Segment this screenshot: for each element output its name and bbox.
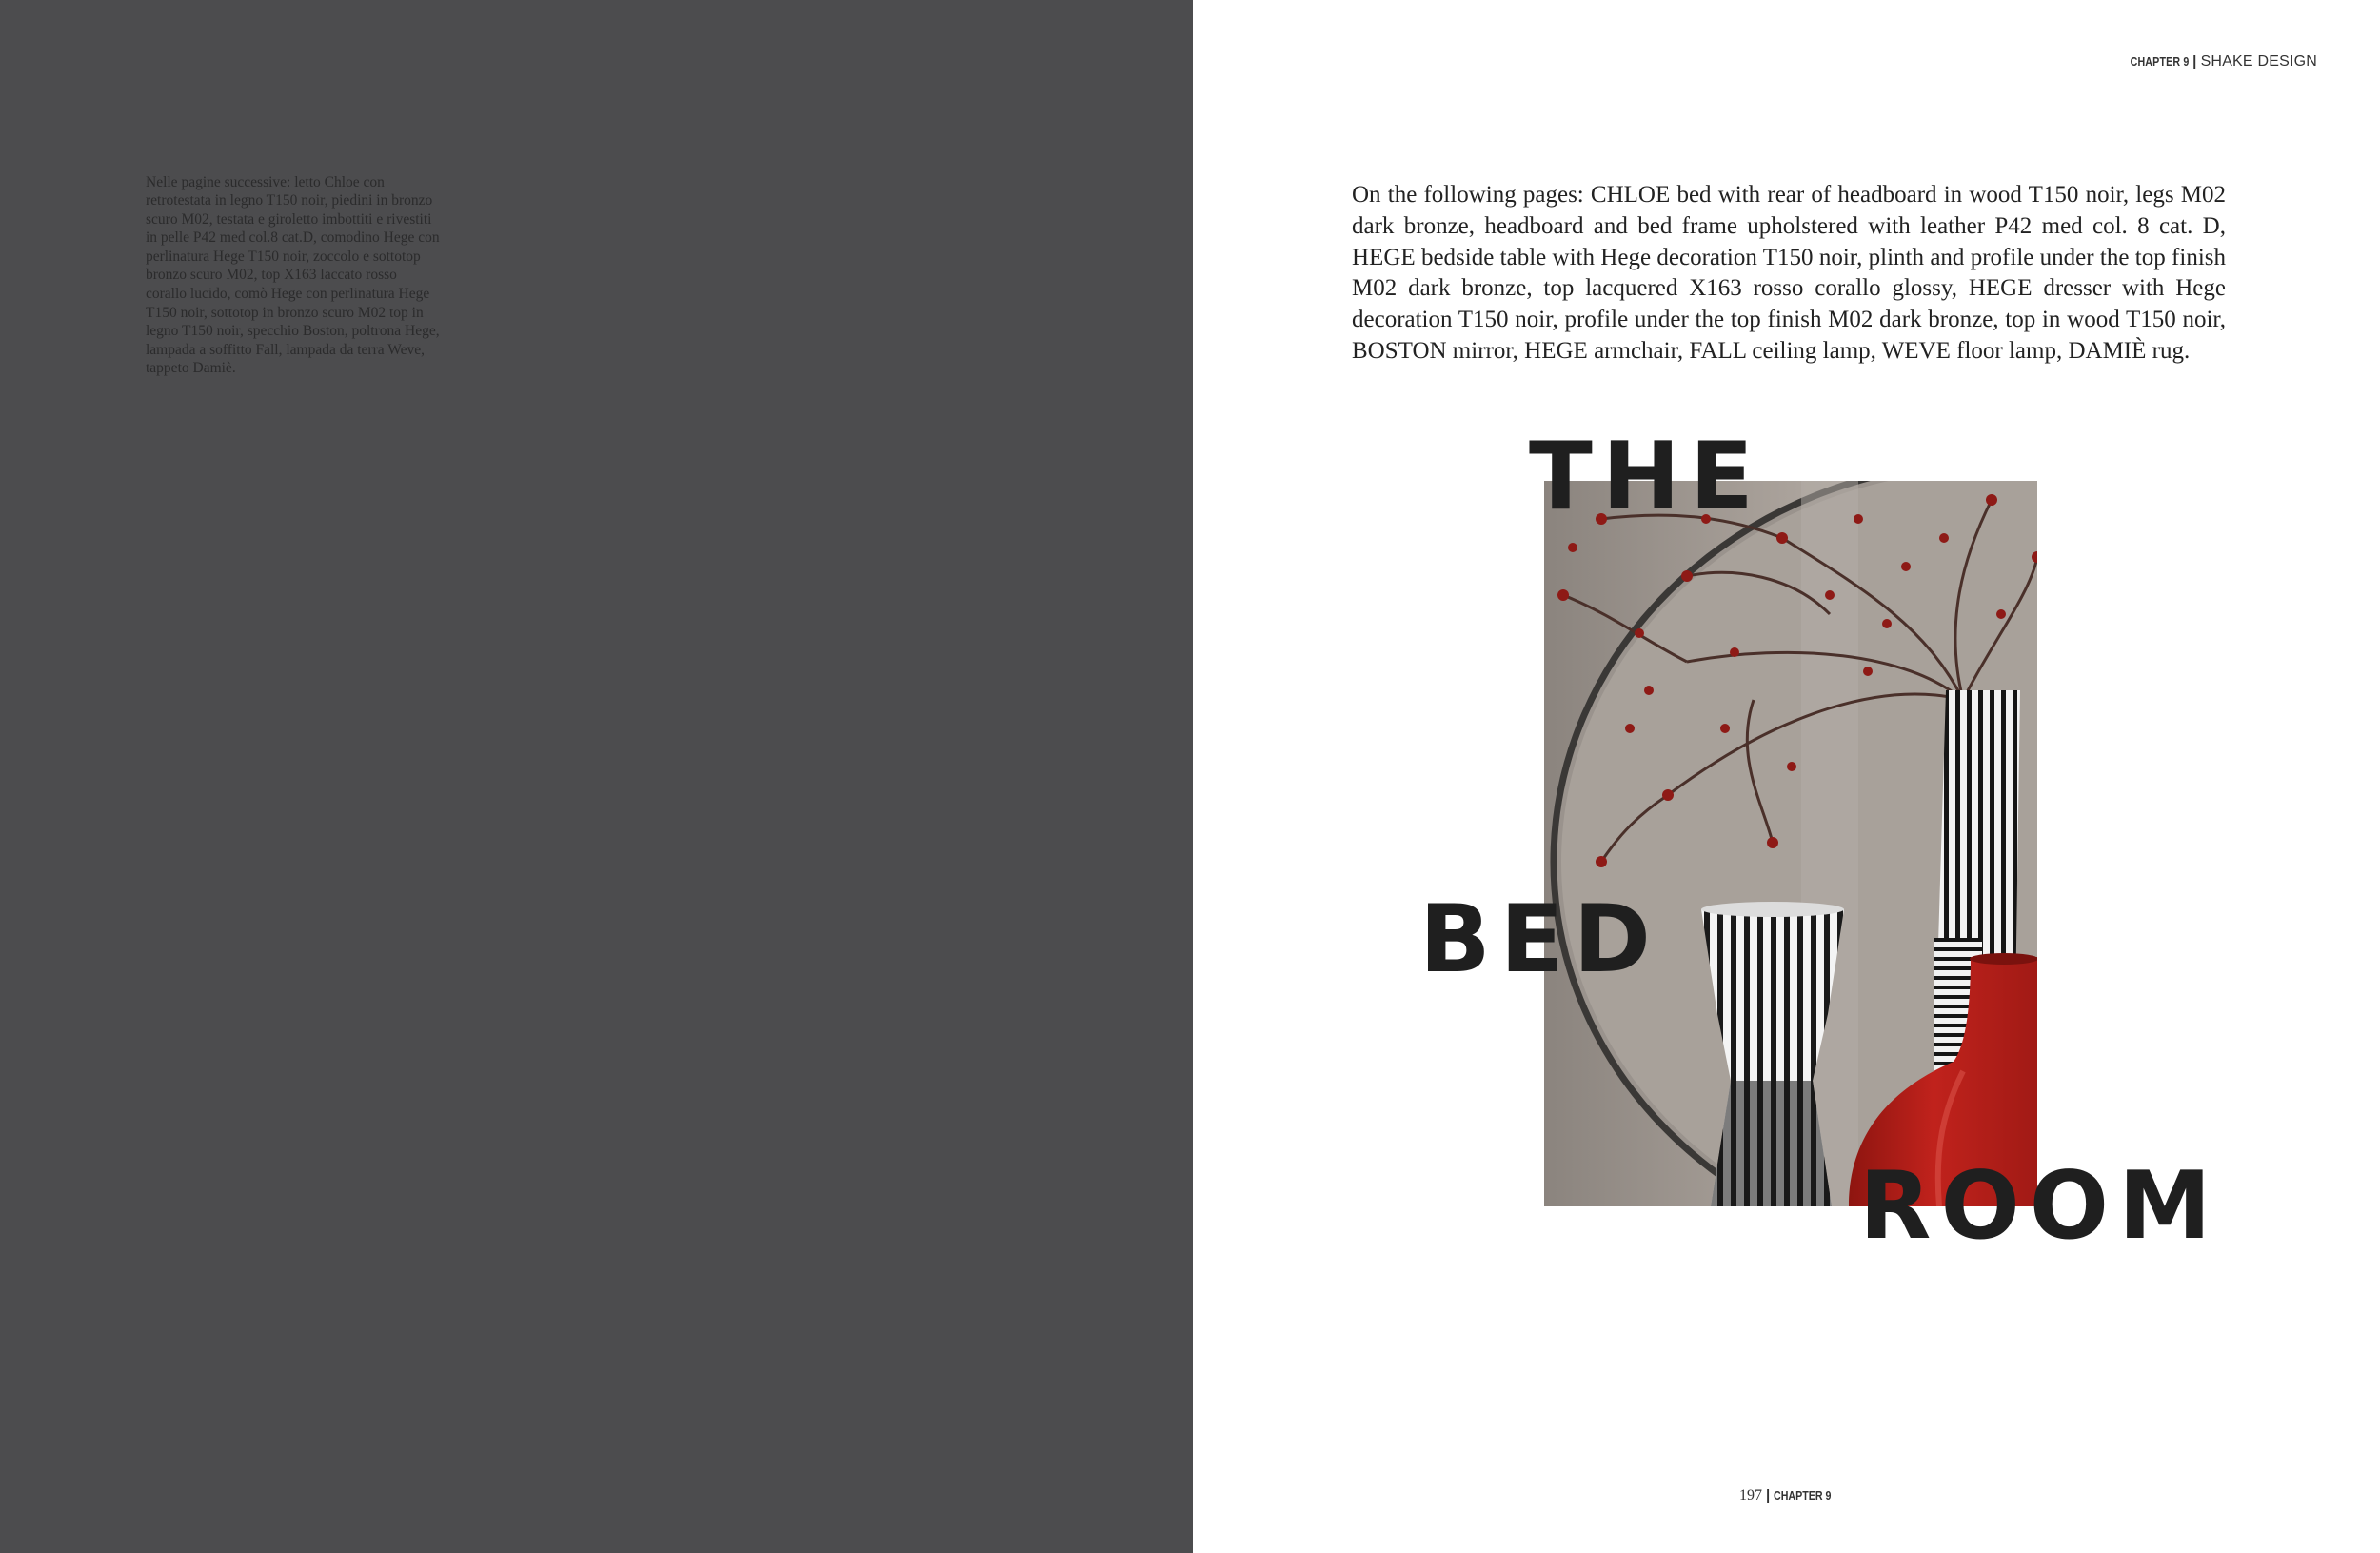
headline-the: THE xyxy=(1529,423,1763,531)
page-number: 197 xyxy=(1739,1487,1762,1503)
vases-illustration xyxy=(1544,481,2037,1206)
headline-room: ROOM xyxy=(1859,1152,2221,1261)
header-chapter: CHAPTER 9 xyxy=(2130,54,2190,69)
footer-chapter: CHAPTER 9 xyxy=(1774,1488,1832,1503)
vases-photo xyxy=(1544,481,2037,1206)
italian-caption: Nelle pagine successive: letto Chloe con retrotestata in legno T150 noir, piedini in bronzo scuro M02, testata e giroletto imbottiti e rivestiti in pelle P42 med col.8 cat.D, comodino Hege con perlinatura Hege T150 noir, zoccolo e sottotop bronzo scuro M02, top X163 laccato rosso corallo lucido, comò Hege con perlinatura Hege T150 noir, sottotop in bronzo scuro M02 top in legno T150 noir, specchio Boston, poltrona Hege, lampada a soffitto Fall, lampada da terra Weve, tappeto Damiè. xyxy=(146,173,440,377)
footer-separator: | xyxy=(1766,1487,1771,1503)
page-footer xyxy=(1739,1487,1844,1504)
running-header xyxy=(2117,53,2317,70)
right-page xyxy=(1193,0,2380,1553)
english-caption: On the following pages: CHLOE bed with rear of headboard in wood T150 noir, legs M02 dark bronze, headboard and bed frame upholstered with leather P42 med col. 8 cat. D, HEGE bedside table with Hege decoration T150 noir, plinth and profile under the top finish M02 dark bronze, top lacquered X163 rosso corallo glossy, HEGE dresser with Hege decoration T150 noir, profile under the top finish M02 dark bronze, top in wood T150 noir, BOSTON mirror, HEGE armchair, FALL ceiling lamp, WEVE floor lamp, DAMIÈ rug. xyxy=(1352,182,2226,364)
headline-bed: BED xyxy=(1419,886,1660,994)
header-title: SHAKE DESIGN xyxy=(2200,53,2317,70)
header-separator: | xyxy=(2192,53,2197,70)
